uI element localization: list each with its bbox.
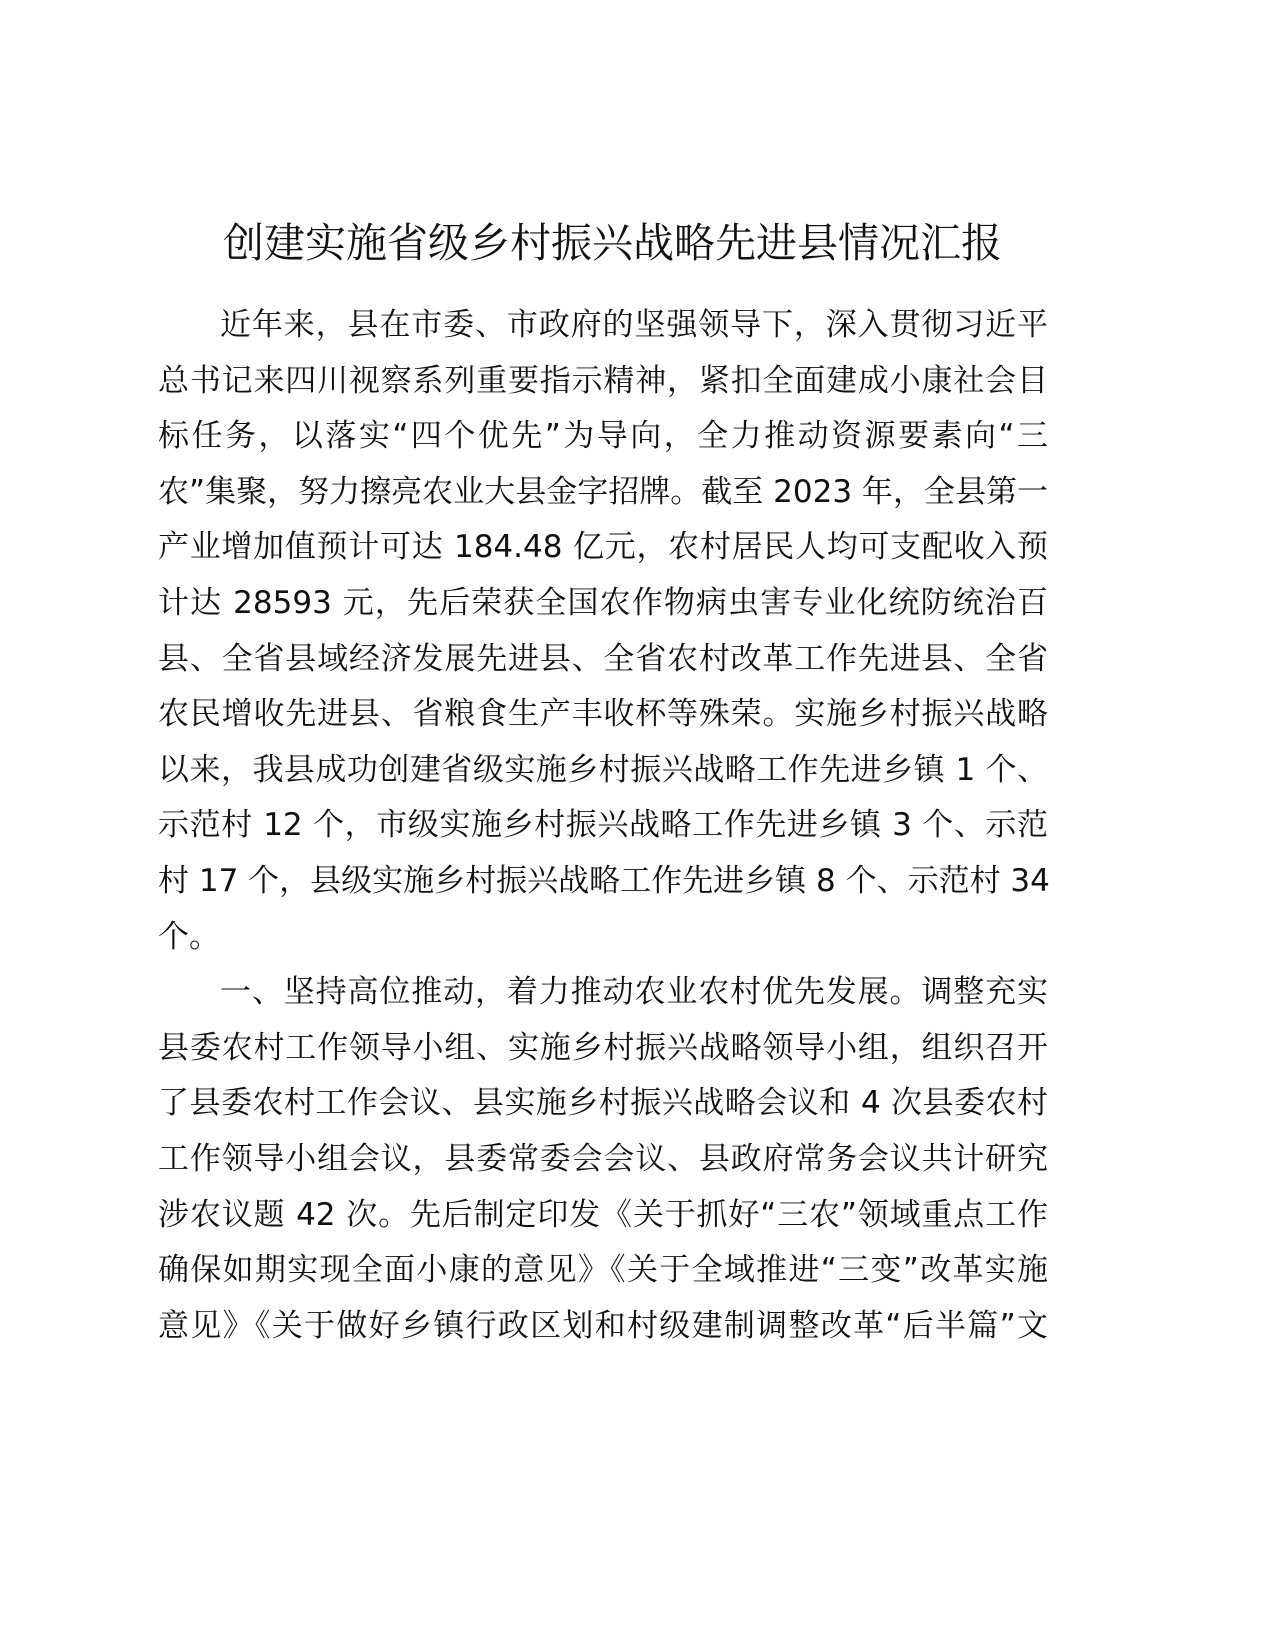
paragraph-line: 了县委农村工作会议、县实施乡村振兴战略会议和 4 次县委农村 <box>158 1085 1048 1122</box>
paragraph-line: 计达 28593 元，先后荣获全国农作物病虫害专业化统防统治百 <box>158 584 1048 621</box>
paragraph-line: 总书记来四川视察系列重要指示精神，紧扣全面建成小康社会目 <box>158 362 1048 399</box>
paragraph-line: 一、坚持高位推动，着力推动农业农村优先发展。调整充实 <box>220 974 1048 1011</box>
paragraph-line: 县、全省县域经济发展先进县、全省农村改革工作先进县、全省 <box>158 640 1048 677</box>
paragraph-line: 村 17 个，县级实施乡村振兴战略工作先进乡镇 8 个、示范村 34 <box>158 862 1050 899</box>
paragraph <box>158 965 1048 1354</box>
document-title: 创建实施省级乡村振兴战略先进县情况汇报 <box>223 219 1002 267</box>
paragraph-line: 工作领导小组会议，县委常委会会议、县政府常务会议共计研究 <box>158 1140 1048 1177</box>
paragraph-line: 示范村 12 个，市级实施乡村振兴战略工作先进乡镇 3 个、示范 <box>158 807 1048 844</box>
paragraph-line: 产业增加值预计可达 184.48 亿元，农村居民人均可支配收入预 <box>158 529 1048 566</box>
paragraph-line: 意见》《关于做好乡镇行政区划和村级建制调整改革“后半篇”文 <box>158 1307 1048 1344</box>
paragraph-line: 以来，我县成功创建省级实施乡村振兴战略工作先进乡镇 1 个、 <box>158 751 1048 788</box>
paragraph-line: 个。 <box>158 918 220 955</box>
paragraph-line: 农”集聚，努力擦亮农业大县金字招牌。截至 2023 年，全县第一 <box>158 473 1048 510</box>
document-body <box>158 298 1048 1354</box>
paragraph-line: 县委农村工作领导小组、实施乡村振兴战略领导小组，组织召开 <box>158 1029 1048 1066</box>
paragraph-line: 涉农议题 42 次。先后制定印发《关于抓好“三农”领域重点工作 <box>158 1196 1048 1233</box>
paragraph-line: 近年来，县在市委、市政府的坚强领导下，深入贯彻习近平 <box>220 307 1048 343</box>
paragraph <box>158 298 1048 965</box>
paragraph-line: 标任务，以落实“四个优先”为导向，全力推动资源要素向“三 <box>158 418 1048 455</box>
paragraph-line: 农民增收先进县、省粮食生产丰收杯等殊荣。实施乡村振兴战略 <box>158 696 1048 733</box>
paragraph-line: 确保如期实现全面小康的意见》《关于全域推进“三变”改革实施 <box>158 1252 1048 1289</box>
